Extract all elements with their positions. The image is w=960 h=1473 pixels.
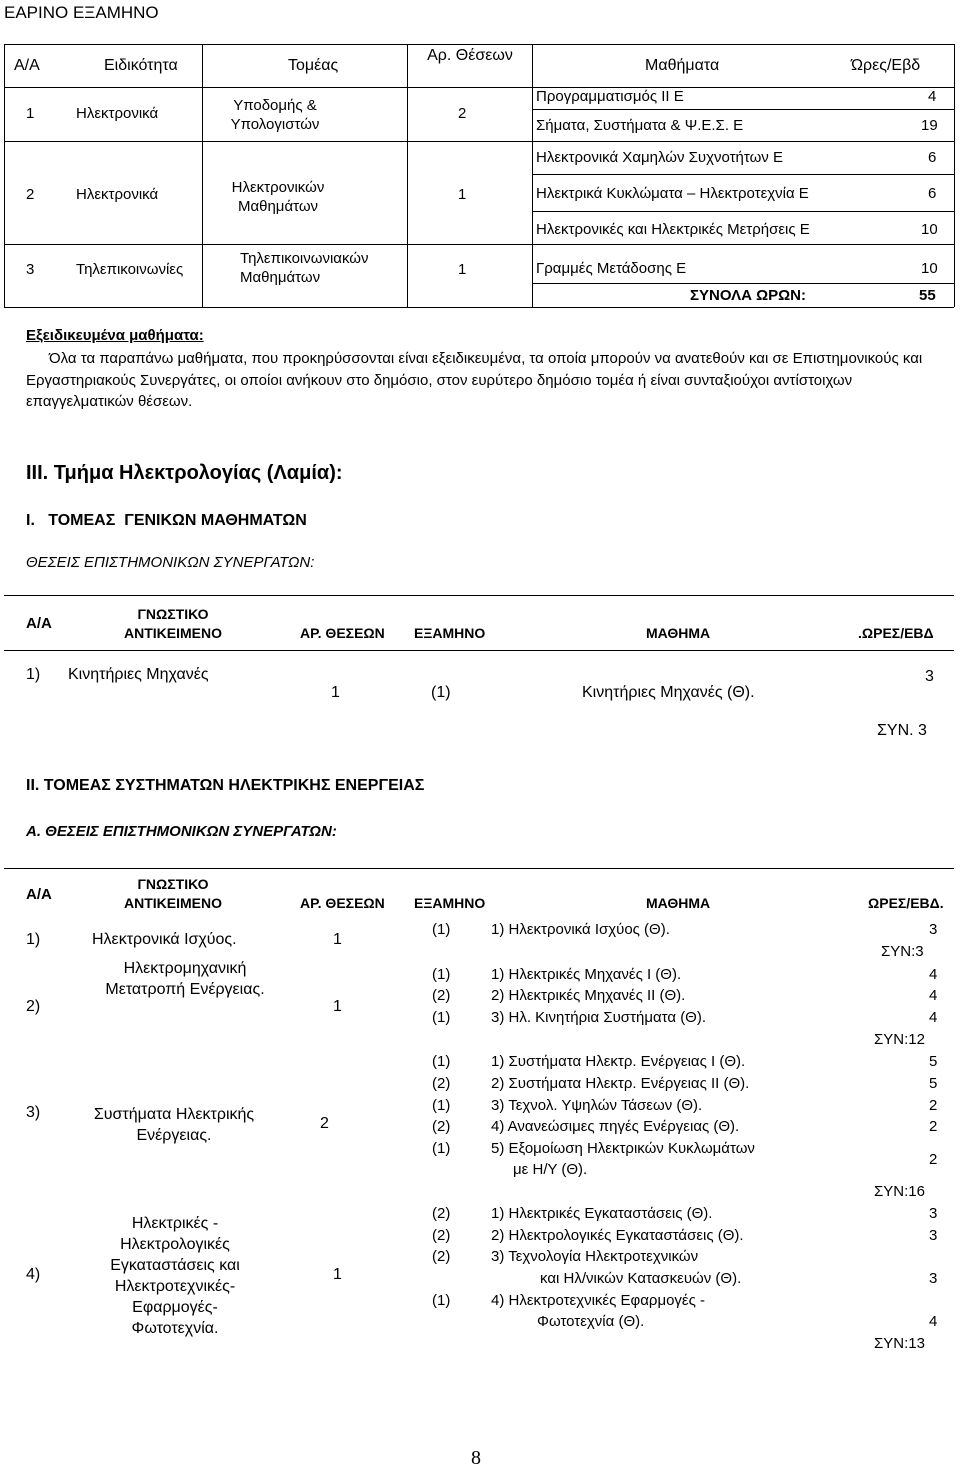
line-course-cont: με Η/Υ (Θ).	[513, 1161, 588, 1178]
s1-row-course: Κινητήριες Μηχανές (Θ).	[582, 684, 755, 701]
line-hours: 3	[929, 921, 938, 938]
s2-total-1: ΣΥΝ:3	[881, 943, 924, 960]
s2-group2-aa: 2)	[26, 998, 41, 1015]
s1-header-aa: Α/Α	[26, 615, 52, 632]
line-semester: (1)	[432, 1053, 451, 1070]
line-course: 1) Ηλεκτρονικά Ισχύος (Θ).	[491, 921, 670, 938]
s2-header-subject-1: ΓΝΩΣΤΙΚΟ	[137, 876, 209, 892]
s1-total: ΣΥΝ. 3	[877, 722, 927, 739]
s1-header-subject-2: ΑΝΤΙΚΕΙΜΕΝΟ	[124, 625, 222, 641]
row1-sector: Υποδομής & Υπολογιστών	[230, 97, 320, 133]
s2-group4-aa: 4)	[26, 1266, 41, 1283]
line-hours: 2	[929, 1118, 938, 1135]
page-title: ΕΑΡΙΝΟ ΕΞΑΜΗΝΟ	[4, 3, 159, 22]
line-semester: (1)	[432, 1097, 451, 1114]
row3-sector: Τηλεπικοινωνιακών Μαθημάτων	[240, 250, 369, 286]
sector2-subheading: Α. ΘΕΣΕΙΣ ΕΠΙΣΤΗΜΟΝΙΚΩΝ ΣΥΝΕΡΓΑΤΩΝ:	[26, 823, 337, 840]
sector1-heading: Ι. ΤΟΜΕΑΣ ΓΕΝΙΚΩΝ ΜΑΘΗΜΑΤΩΝ	[26, 512, 307, 529]
line-course: 1) Συστήματα Ηλεκτρ. Ενέργειας Ι (Θ).	[491, 1053, 746, 1070]
s2-group4-positions: 1	[333, 1266, 342, 1283]
line-hours: 5	[929, 1053, 938, 1070]
header-aa: Α/Α	[14, 57, 40, 74]
s2-group3-subject: Συστήματα Ηλεκτρικής Ενέργειας.	[93, 1106, 255, 1144]
s2-header-course: ΜΑΘΗΜΑ	[646, 895, 711, 911]
line-hours: 4	[929, 966, 938, 983]
line-hours: 4	[929, 1313, 938, 1330]
s1-header-hours: ΩΡΕΣ/ΕΒΔ.	[858, 625, 934, 641]
s1-row-subject: Κινητήριες Μηχανές	[68, 666, 209, 683]
course-2: Σήματα, Συστήματα & Ψ.Ε.Σ. Ε	[536, 117, 744, 134]
line-hours: 4	[929, 987, 938, 1004]
s2-group1-aa: 1)	[26, 931, 41, 948]
line-hours: 2	[929, 1097, 938, 1114]
line-semester: (2)	[432, 1118, 451, 1135]
department-heading: ΙΙΙ. Τμήμα Ηλεκτρολογίας (Λαμία):	[26, 462, 343, 484]
row1-aa: 1	[26, 105, 35, 122]
s2-header-positions: ΑΡ. ΘΕΣΕΩΝ	[300, 895, 385, 911]
header-hours: Ώρες/Εβδ	[851, 57, 921, 74]
s2-total-4: ΣΥΝ:13	[874, 1335, 925, 1352]
s2-header-hours: ΩΡΕΣ/ΕΒΔ.	[868, 895, 944, 911]
line-hours: 3	[929, 1227, 938, 1244]
row2-specialty: Ηλεκτρονικά	[76, 186, 159, 203]
line-hours: 2	[929, 1151, 938, 1168]
row3-positions: 1	[458, 261, 467, 278]
specialized-heading: Εξειδικευμένα μαθήματα:	[26, 327, 204, 344]
s1-header-positions: ΑΡ. ΘΕΣΕΩΝ	[300, 625, 385, 641]
s1-header-semester: ΕΞΑΜΗΝΟ	[414, 625, 486, 641]
s1-row-semester: (1)	[431, 684, 451, 701]
specialized-text: Όλα τα παραπάνω μαθήματα, που προκηρύσσονται είναι εξειδικευμένα, τα οποία μπορούν να ανατεθούν και σε Επιστημονικούς και Εργαστηριακούς Συνεργάτες, οι οποίοι ανήκουν στο δημόσιο, στον ευρύτερο δημόσιο τομέα ή είναι συνταξιούχοι αντίστοιχων επαγγελματικών θέσεων.	[26, 350, 923, 410]
line-semester: (1)	[432, 1140, 451, 1157]
line-hours: 4	[929, 1009, 938, 1026]
row2-sector: Ηλεκτρονικών Μαθημάτων	[231, 179, 325, 215]
row3-aa: 3	[26, 261, 35, 278]
s2-group1-subject: Ηλεκτρονικά Ισχύος.	[92, 931, 237, 948]
line-course-cont: και Ηλ/νικών Κατασκευών (Θ).	[540, 1270, 742, 1287]
s2-total-3: ΣΥΝ:16	[874, 1183, 925, 1200]
s2-group3-aa: 3)	[26, 1104, 41, 1121]
line-course: 3) Τεχνολ. Υψηλών Τάσεων (Θ).	[491, 1097, 703, 1114]
s2-group1-positions: 1	[333, 931, 342, 948]
s2-header-semester: ΕΞΑΜΗΝΟ	[414, 895, 486, 911]
line-semester: (2)	[432, 1248, 451, 1265]
line-semester: (1)	[432, 1292, 451, 1309]
line-semester: (2)	[432, 1205, 451, 1222]
s2-group4-subject: Ηλεκτρικές - Ηλεκτρολογικές Εγκαταστάσεις και Ηλεκτροτεχνικές- Εφαρμογές- Φωτοτεχνία.	[110, 1215, 240, 1337]
line-course: 2) Συστήματα Ηλεκτρ. Ενέργειας ΙΙ (Θ).	[491, 1075, 750, 1092]
s2-header-subject-2: ΑΝΤΙΚΕΙΜΕΝΟ	[124, 895, 222, 911]
sector2-heading: ΙΙ. ΤΟΜΕΑΣ ΣΥΣΤΗΜΑΤΩΝ ΗΛΕΚΤΡΙΚΗΣ ΕΝΕΡΓΕΙΑΣ	[26, 777, 425, 794]
s2-total-2: ΣΥΝ:12	[874, 1031, 925, 1048]
row2-positions: 1	[458, 186, 467, 203]
line-course: 1) Ηλεκτρικές Εγκαταστάσεις (Θ).	[491, 1205, 713, 1222]
sector1-subheading: ΘΕΣΕΙΣ ΕΠΙΣΤΗΜΟΝΙΚΩΝ ΣΥΝΕΡΓΑΤΩΝ:	[26, 554, 315, 571]
s1-row-aa: 1)	[26, 666, 41, 683]
line-semester: (2)	[432, 987, 451, 1004]
s2-group2-subject: Ηλεκτρομηχανική Μετατροπή Ενέργειας.	[105, 960, 265, 998]
course-4: Ηλεκτρικά Κυκλώματα – Ηλεκτροτεχνία Ε	[536, 185, 809, 202]
course-5-hours: 10	[921, 221, 938, 238]
line-course: 3) Ηλ. Κινητήρια Συστήματα (Θ).	[491, 1009, 707, 1026]
header-specialty: Ειδικότητα	[104, 57, 178, 74]
s1-row-positions: 1	[331, 684, 340, 701]
line-course: 5) Εξομοίωση Ηλεκτρικών Κυκλωμάτων	[491, 1140, 755, 1157]
line-course: 4) Ανανεώσιμες πηγές Ενέργειας (Θ).	[491, 1118, 740, 1135]
course-5: Ηλεκτρονικές και Ηλεκτρικές Μετρήσεις Ε	[536, 221, 810, 238]
course-4-hours: 6	[928, 185, 937, 202]
line-course: 4) Ηλεκτροτεχνικές Εφαρμογές -	[491, 1292, 706, 1309]
line-hours: 3	[929, 1205, 938, 1222]
line-course-cont: Φωτοτεχνία (Θ).	[537, 1313, 645, 1330]
course-6: Γραμμές Μετάδοσης Ε	[536, 260, 687, 277]
s2-header-aa: Α/Α	[26, 886, 52, 903]
course-3-hours: 6	[928, 149, 937, 166]
line-course: 1) Ηλεκτρικές Μηχανές Ι (Θ).	[491, 966, 682, 983]
course-1: Προγραμματισμός ΙΙ Ε	[536, 88, 684, 105]
page-number: 8	[471, 1447, 481, 1469]
total-hours-label: ΣΥΝΟΛΑ ΩΡΩΝ:	[690, 287, 806, 304]
line-semester: (1)	[432, 1009, 451, 1026]
line-hours: 3	[929, 1270, 938, 1287]
row1-specialty: Ηλεκτρονικά	[76, 105, 159, 122]
row1-positions: 2	[458, 105, 467, 122]
total-hours-value: 55	[919, 287, 936, 304]
s2-group3-positions: 2	[320, 1115, 329, 1132]
row3-specialty: Τηλεπικοινωνίες	[76, 261, 184, 278]
line-course: 3) Τεχνολογία Ηλεκτροτεχνικών	[491, 1248, 699, 1265]
line-course: 2) Ηλεκτρολογικές Εγκαταστάσεις (Θ).	[491, 1227, 744, 1244]
header-sector: Τομέας	[288, 57, 339, 74]
row2-aa: 2	[26, 186, 35, 203]
s1-header-subject-1: ΓΝΩΣΤΙΚΟ	[137, 606, 209, 622]
s1-header-course: ΜΑΘΗΜΑ	[646, 625, 711, 641]
course-3: Ηλεκτρονικά Χαμηλών Συχνοτήτων Ε	[536, 149, 783, 166]
line-semester: (1)	[432, 921, 451, 938]
course-1-hours: 4	[928, 88, 937, 105]
s1-row-hours: 3	[925, 668, 934, 685]
line-semester: (2)	[432, 1227, 451, 1244]
line-hours: 5	[929, 1075, 938, 1092]
line-course: 2) Ηλεκτρικές Μηχανές ΙΙ (Θ).	[491, 987, 686, 1004]
header-positions: Αρ. Θέσεων	[427, 47, 513, 64]
s2-group2-positions: 1	[333, 998, 342, 1015]
course-2-hours: 19	[921, 117, 938, 134]
line-semester: (2)	[432, 1075, 451, 1092]
header-courses: Μαθήματα	[645, 57, 720, 74]
course-6-hours: 10	[921, 260, 938, 277]
line-semester: (1)	[432, 966, 451, 983]
